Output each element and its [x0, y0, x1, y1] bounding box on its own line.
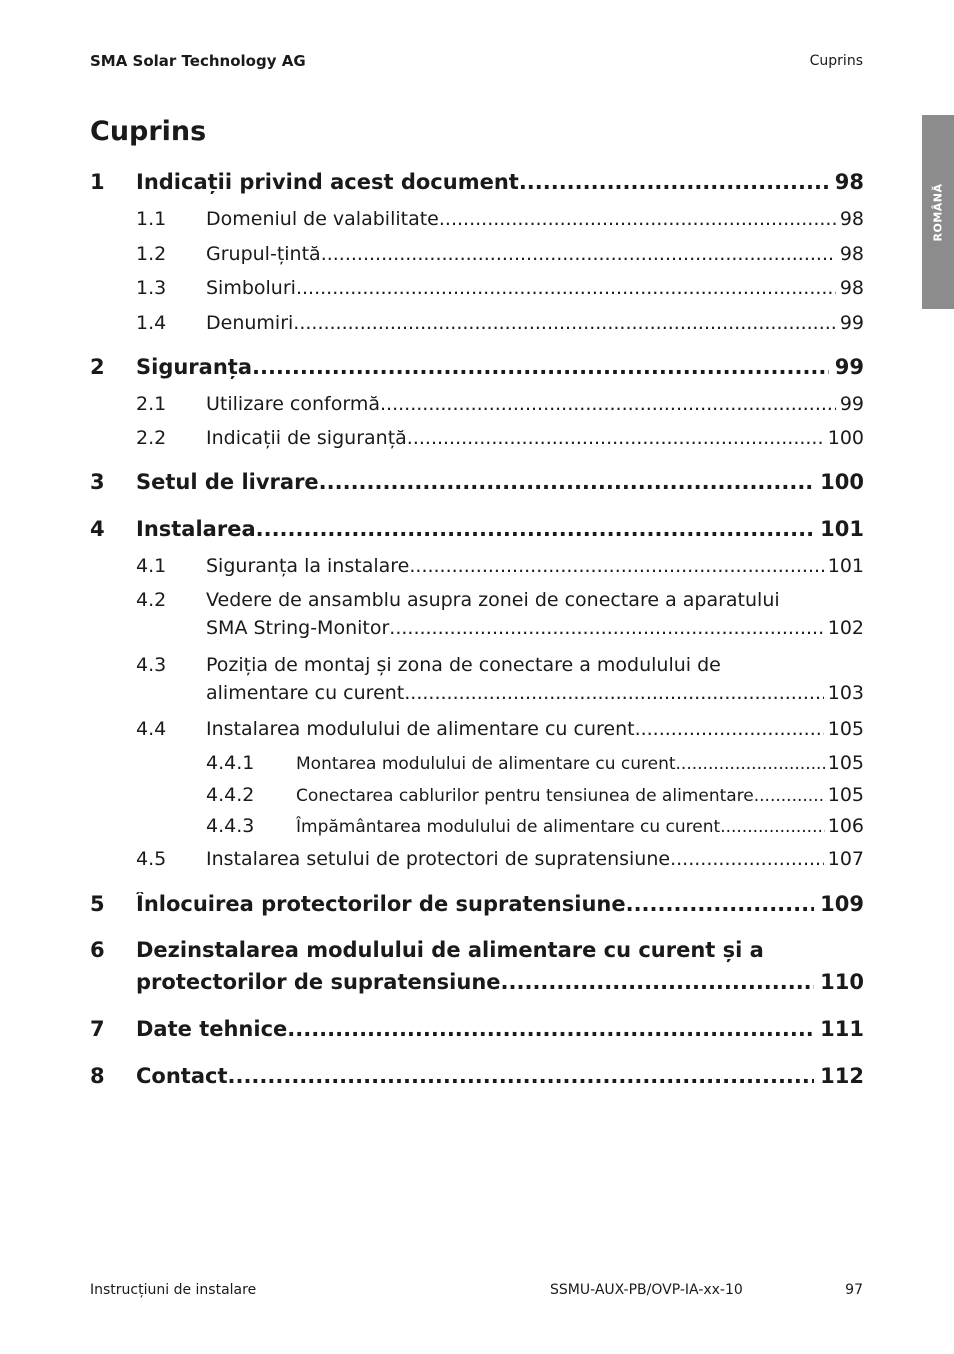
toc-entry-5[interactable]: [90, 892, 864, 916]
toc-entry-4-3[interactable]: [90, 654, 864, 704]
toc-entry-8[interactable]: [90, 1064, 864, 1088]
toc-entry-4-4-3[interactable]: [90, 815, 864, 837]
toc-leader-dots: [409, 555, 823, 577]
toc-entry-4-4[interactable]: [90, 718, 864, 740]
toc-entry-title: Grupul-țintă: [206, 243, 321, 265]
toc-leader-dots: [228, 1064, 815, 1088]
toc-entry-title: Denumiri: [206, 312, 294, 334]
toc-leader-dots: [380, 393, 836, 415]
toc-leader-dots: [293, 312, 836, 334]
toc-entry-title: Indicații privind acest document: [136, 170, 519, 194]
toc-entry-title: Siguranța la instalare: [206, 555, 410, 577]
toc-entry-number: 4.1: [136, 555, 167, 577]
toc-entry-page: 99: [839, 393, 864, 415]
toc-entry-title: Înlocuirea protectorilor de supratensiune: [136, 892, 626, 916]
toc-entry-page: 105: [827, 718, 864, 740]
toc-entry-number: 2: [90, 355, 105, 379]
toc-entry-page: 110: [820, 970, 864, 994]
toc-entry-4-4-1[interactable]: [90, 752, 864, 774]
toc-entry-number: 1.4: [136, 312, 167, 334]
toc-entry-4-4-2[interactable]: [90, 784, 864, 806]
toc-entry-title: Date tehnice: [136, 1017, 288, 1041]
toc-leader-dots: [296, 277, 836, 299]
toc-entry-2[interactable]: [90, 355, 864, 379]
toc-entry-page: 98: [839, 277, 864, 299]
toc-entry-title-line1: Vedere de ansamblu asupra zonei de conectare a aparatului: [206, 589, 780, 611]
toc-entry-page: 109: [820, 892, 864, 916]
language-tab-label: ROMÂNĂ: [931, 183, 945, 241]
toc-entry-number: 4.2: [136, 589, 167, 611]
toc-entry-number: 1: [90, 170, 105, 194]
toc-entry-page: 100: [827, 427, 864, 449]
toc-entry-page: 99: [834, 355, 864, 379]
toc-entry-page: 98: [839, 208, 864, 230]
toc-entry-page: 98: [834, 170, 864, 194]
toc-entry-2-1[interactable]: [90, 393, 864, 415]
toc-entry-6[interactable]: [90, 938, 864, 994]
toc-entry-title-line1: Dezinstalarea modulului de alimentare cu curent și a: [136, 938, 764, 962]
toc-entry-page: 112: [820, 1064, 864, 1088]
toc-leader-dots: [501, 970, 815, 994]
toc-entry-4-2[interactable]: [90, 589, 864, 639]
toc-entry-title: Utilizare conformă: [206, 393, 380, 415]
toc-entry-4-1[interactable]: [90, 555, 864, 577]
toc-entry-number: 2.1: [136, 393, 167, 415]
toc-entry-number: 4.4.3: [206, 815, 255, 837]
toc-entry-number: 4.5: [136, 848, 167, 870]
toc-entry-4[interactable]: [90, 517, 864, 541]
toc-entry-title: Domeniul de valabilitate: [206, 208, 439, 230]
toc-entry-title: Împământarea modulului de alimentare cu curent: [296, 817, 721, 837]
toc-entry-page: 100: [820, 470, 864, 494]
toc-leader-dots: [252, 355, 829, 379]
toc-leader-dots: [670, 848, 824, 870]
toc-leader-dots: [676, 754, 825, 774]
toc-entry-title: Montarea modulului de alimentare cu curent: [296, 754, 676, 774]
toc-entry-page: 101: [820, 517, 864, 541]
toc-entry-number: 1.1: [136, 208, 167, 230]
toc-entry-title: Contact: [136, 1064, 228, 1088]
toc-leader-dots: [319, 470, 814, 494]
toc-entry-1-3[interactable]: [90, 277, 864, 299]
toc-entry-number: 4.3: [136, 654, 167, 676]
toc-entry-title: alimentare cu curent: [206, 682, 405, 704]
toc-entry-number: 1.2: [136, 243, 167, 265]
toc-leader-dots: [519, 170, 829, 194]
toc-entry-page: 98: [839, 243, 864, 265]
toc-entry-1[interactable]: [90, 170, 864, 194]
toc-entry-1-4[interactable]: [90, 312, 864, 334]
toc-leader-dots: [635, 718, 824, 740]
toc-entry-page: 107: [827, 848, 864, 870]
toc-entry-4-5[interactable]: [90, 848, 864, 870]
toc-entry-2-2[interactable]: [90, 427, 864, 449]
toc-entry-number: 4: [90, 517, 105, 541]
toc-entry-number: 6: [90, 938, 105, 962]
table-of-contents: [90, 0, 864, 1354]
toc-leader-dots: [720, 817, 825, 837]
footer-page-number: 97: [845, 1282, 863, 1298]
toc-entry-page: 105: [827, 752, 864, 774]
page-title: Cuprins: [90, 116, 207, 147]
toc-entry-number: 4.4: [136, 718, 167, 740]
toc-leader-dots: [404, 682, 823, 704]
toc-entry-3[interactable]: [90, 470, 864, 494]
toc-entry-number: 2.2: [136, 427, 167, 449]
toc-leader-dots: [389, 617, 823, 639]
toc-leader-dots: [256, 517, 815, 541]
footer-doc-code: SSMU-AUX-PB/OVP-IA-xx-10: [550, 1282, 743, 1298]
toc-entry-number: 3: [90, 470, 105, 494]
toc-entry-number: 5: [90, 892, 105, 916]
header-company: SMA Solar Technology AG: [90, 52, 306, 70]
toc-leader-dots: [407, 427, 824, 449]
toc-leader-dots: [321, 243, 836, 265]
toc-entry-number: 8: [90, 1064, 105, 1088]
toc-entry-title: Instalarea setului de protectori de supratensiune: [206, 848, 671, 870]
toc-entry-title: SMA String-Monitor: [206, 617, 390, 639]
toc-entry-title: Instalarea modulului de alimentare cu curent: [206, 718, 635, 740]
toc-entry-7[interactable]: [90, 1017, 864, 1041]
toc-entry-number: 1.3: [136, 277, 167, 299]
toc-entry-page: 102: [827, 617, 864, 639]
toc-entry-number: 7: [90, 1017, 105, 1041]
toc-entry-page: 111: [820, 1017, 864, 1041]
toc-entry-title: Conectarea cablurilor pentru tensiunea de alimentare: [296, 786, 754, 806]
toc-leader-dots: [626, 892, 815, 916]
header-section: Cuprins: [809, 53, 863, 69]
toc-entry-title: Instalarea: [136, 517, 256, 541]
toc-entry-1-1[interactable]: [90, 208, 864, 230]
language-tab: [922, 115, 954, 309]
toc-entry-1-2[interactable]: [90, 243, 864, 265]
toc-entry-page: 105: [827, 784, 864, 806]
toc-entry-title-line1: Poziția de montaj și zona de conectare a modulului de: [206, 654, 721, 676]
toc-entry-number: 4.4.1: [206, 752, 255, 774]
toc-leader-dots: [754, 786, 825, 806]
toc-leader-dots: [287, 1017, 814, 1041]
toc-entry-page: 101: [827, 555, 864, 577]
toc-entry-title: protectorilor de supratensiune: [136, 970, 501, 994]
toc-entry-page: 99: [839, 312, 864, 334]
toc-entry-page: 103: [827, 682, 864, 704]
toc-entry-title: Indicații de siguranță: [206, 427, 407, 449]
toc-entry-page: 106: [827, 815, 864, 837]
toc-entry-title: Simboluri: [206, 277, 296, 299]
toc-entry-number: 4.4.2: [206, 784, 255, 806]
footer-doc-type: Instrucțiuni de instalare: [90, 1282, 257, 1298]
toc-entry-title: Setul de livrare: [136, 470, 319, 494]
toc-entry-title: Siguranța: [136, 355, 252, 379]
toc-leader-dots: [439, 208, 836, 230]
